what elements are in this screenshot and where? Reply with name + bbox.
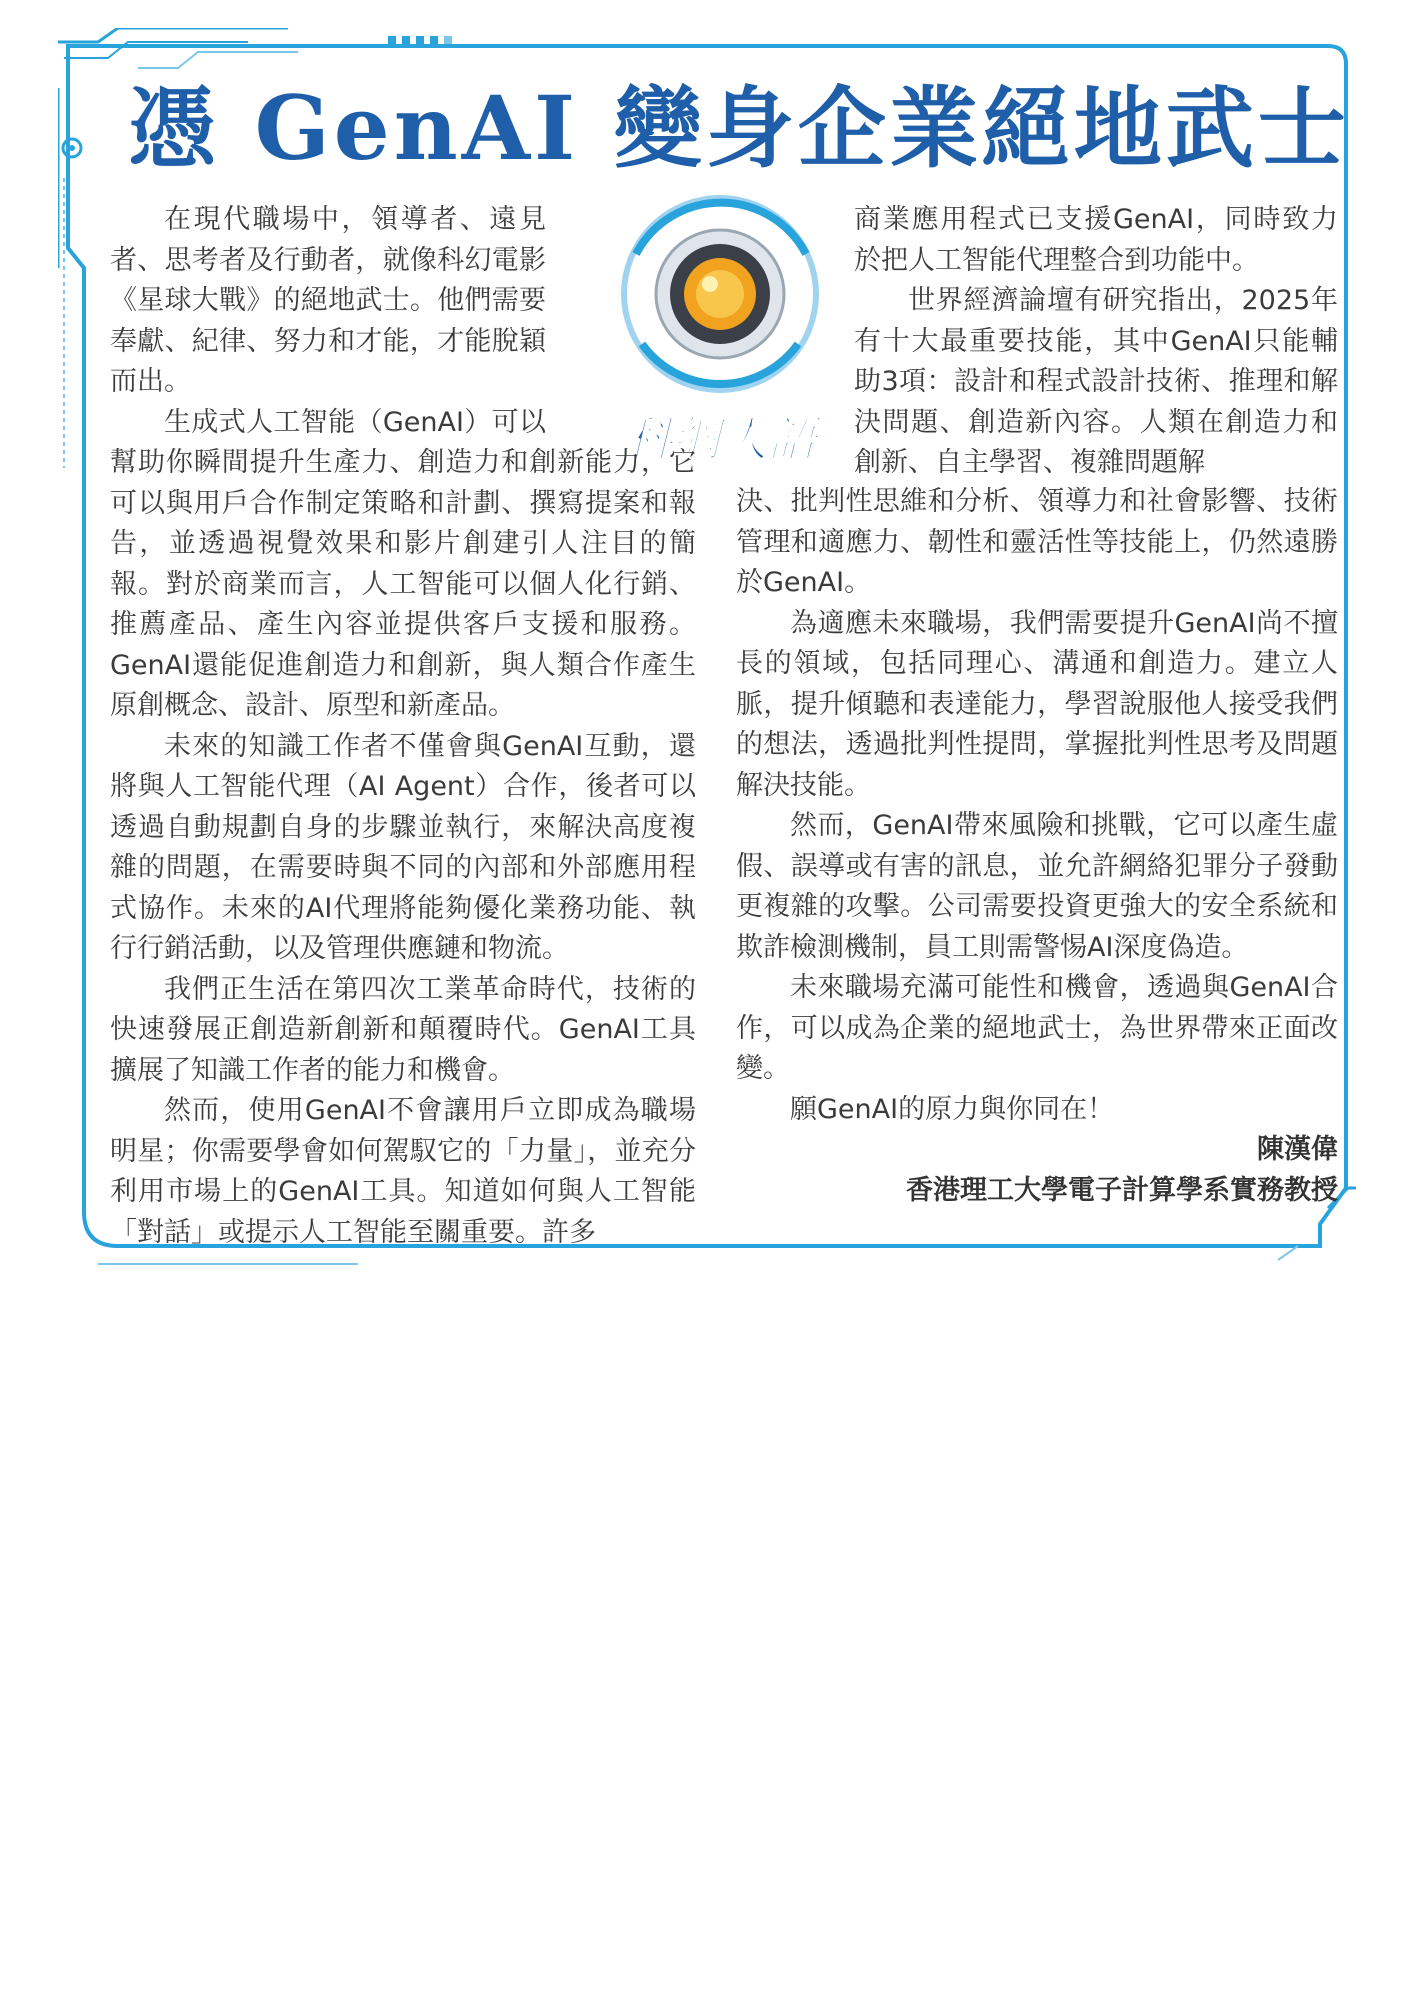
article-column-right-top — [854, 200, 1338, 484]
paragraph: 在現代職場中，領導者、遠見者、思考者及行動者，就像科幻電影《星球大戰》的絕地武士。他們需要奉獻、紀律、努力和才能，才能脫穎而出。 — [110, 204, 546, 397]
paragraph: 商業應用程式已支援GenAI，同時致力於把人工智能代理整合到功能中。 — [854, 204, 1338, 276]
paragraph: 然而，使用GenAI不會讓用戶立即成為職場明星；你需要學會如何駕馭它的「力量」，並充分利用市場上的GenAI工具。知道如何與人工智能「對話」或提示人工智能至關重要。許多 — [110, 1095, 696, 1248]
paragraph: 我們正生活在第四次工業革命時代，技術的快速發展正創造新創新和顛覆時代。GenAI工具擴展了知識工作者的能力和機會。 — [110, 973, 696, 1086]
paragraph: 然而，GenAI帶來風險和挑戰，它可以產生虛假、誤導或有害的訊息，並允許網絡犯罪分子發動更複雜的攻擊。公司需要投資更強大的安全系統和欺詐檢測機制，員工則需警惕AI深度偽造。 — [736, 810, 1338, 963]
paragraph: 為適應未來職場，我們需要提升GenAI尚不擅長的領域，包括同理心、溝通和創造力。建立人脈，提升傾聽和表達能力，學習說服他人接受我們的想法，透過批判性提問，掌握批判性思考及問題解決技能。 — [736, 607, 1338, 801]
article-column-right — [736, 482, 1338, 1211]
author-title: 香港理工大學電子計算學系實務教授 — [906, 1174, 1338, 1206]
headline: 憑 GenAI 變身企業絕地武士 — [128, 76, 1350, 180]
article-column-left — [110, 200, 696, 1253]
paragraph: 生成式人工智能（GenAI）可以幫助你瞬間提升生產力、創造力和創新能力，它可以與用戶合作制定策略和計劃、撰寫提案和報告，並透過視覺效果和影片創建引人注目的簡報。對於商業而言，人工智能可以個人化行銷、推薦產品、產生內容並提供客戶支援和服務。GenAI還能促進創造力和創新，與人類合作產生原創概念、設計、原型和新產品。 — [110, 406, 696, 721]
paragraph: 未來職場充滿可能性和機會，透過與GenAI合作，可以成為企業的絕地武士，為世界帶來正面改變。 — [736, 972, 1338, 1084]
column-name: 科網人語 — [623, 412, 817, 468]
paragraph: 世界經濟論壇有研究指出，2025年有十大最重要技能，其中GenAI只能輔助3項：設計和程式設計技術、推理和解決問題、創造新內容。人類在創造力和創新、自主學習、複雜問題解 — [854, 285, 1338, 478]
paragraph: 未來的知識工作者不僅會與GenAI互動，還將與人工智能代理（AI Agent）合作，後者可以透過自動規劃自身的步驟並執行，來解決高度複雜的問題，在需要時與不同的內部和外部應用程式協作。未來的AI代理將能夠優化業務功能、執行行銷活動，以及管理供應鏈和物流。 — [110, 730, 696, 964]
paragraph: 願GenAI的原力與你同在！ — [790, 1093, 1115, 1125]
newspaper-clipping — [58, 28, 1356, 1278]
paragraph: 決、批判性思維和分析、領導力和社會影響、技術管理和適應力、韌性和靈活性等技能上，仍然遠勝於GenAI。 — [736, 486, 1338, 598]
author-name: 陳漢偉 — [1257, 1134, 1338, 1165]
